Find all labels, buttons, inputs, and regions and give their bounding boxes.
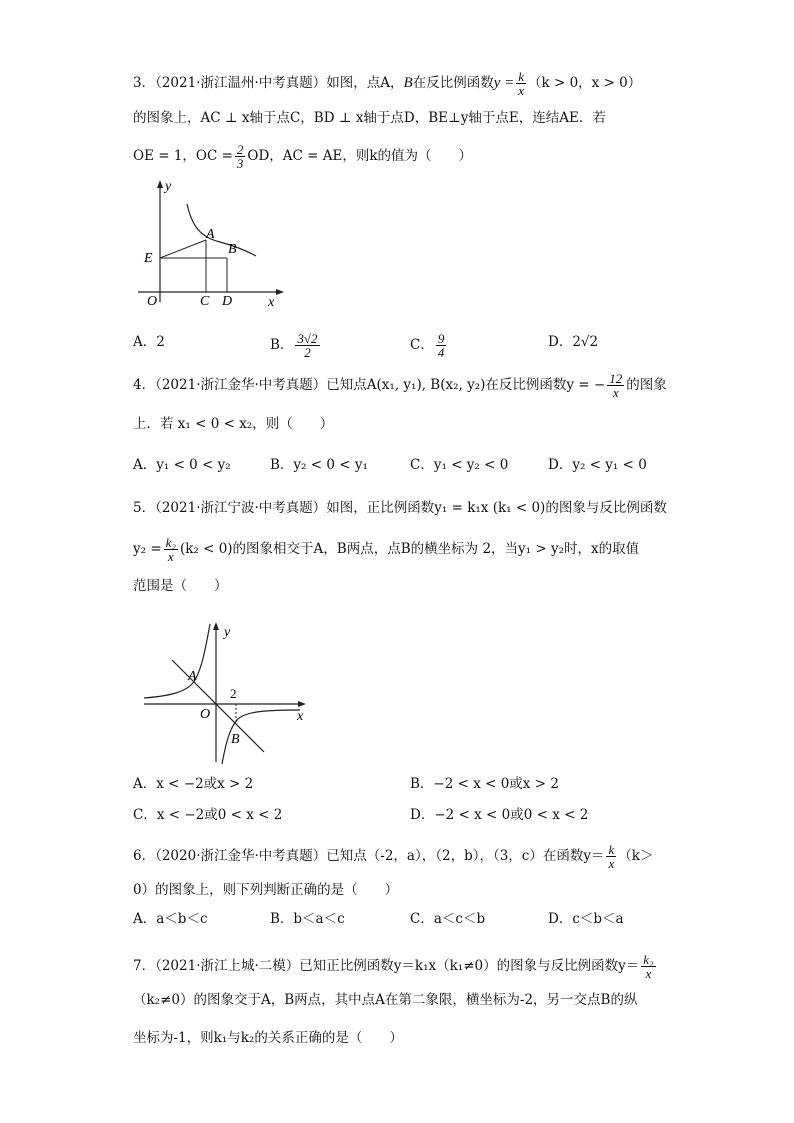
q7-line3: 坐标为-1，则k₁与k₂的关系正确的是（ ） <box>133 1030 403 1046</box>
q5-label-a: A <box>188 669 197 684</box>
q4-option-b: B．y₂ < 0 < y₁ <box>270 457 368 473</box>
q3-label-d: D <box>222 294 233 309</box>
q3-stem-start: 3．（2021·浙江温州·中考真题）如图，点A， <box>133 75 404 91</box>
q3-option-b-label: B． <box>270 337 294 353</box>
q4-option-a: A．y₁ < 0 < y₂ <box>133 457 231 473</box>
q5-y-arrow <box>213 622 219 630</box>
q6-frac <box>606 843 616 870</box>
q3-label-y: y <box>165 179 172 194</box>
q4-frac-den: x <box>612 385 619 400</box>
q3-frac-den: x <box>518 83 525 98</box>
q5-label-o: O <box>200 707 211 722</box>
q5-line3: 范围是（ ） <box>133 578 228 594</box>
q3-func-lhs: y = <box>493 75 515 91</box>
q4-line1 <box>133 372 667 399</box>
q3-figure <box>130 174 290 314</box>
q5-line2-end: (k₂ < 0)的图象相交于A，B两点，点B的横坐标为 2，当y₁ > y₂时，x的取值 <box>179 541 640 557</box>
q3-label-a: A <box>206 227 215 242</box>
q3-condition: （k > 0，x > 0） <box>528 75 642 91</box>
q4-frac-num: 12 <box>609 371 623 386</box>
q5-frac <box>164 536 178 563</box>
q7-line1 <box>133 953 658 980</box>
q3-stem-mid: 在反比例函数 <box>412 75 494 91</box>
q3-hyperbola <box>187 204 256 256</box>
q3-option-a: A．2 <box>133 334 165 350</box>
q3-option-c-den: 4 <box>437 345 445 360</box>
q3-frac-num: k <box>518 69 525 84</box>
q7-frac-den: x <box>645 966 652 981</box>
q4-stem-end: 的图象 <box>626 377 667 393</box>
q6-frac-den: x <box>608 856 615 871</box>
q4-frac <box>607 372 624 399</box>
q5-label-x: x <box>297 709 304 724</box>
q5-label-y: y <box>224 625 231 640</box>
q3-label-c: C <box>200 294 210 309</box>
q3-label-o: O <box>147 294 158 309</box>
q7-line2: （k₂≠0）的图象交于A，B两点，其中点A在第二象限，横坐标为-2，另一交点B的纵 <box>133 992 638 1008</box>
q5-x-arrow <box>298 701 306 707</box>
q6-frac-num: k <box>608 842 615 857</box>
q5-line1: 5．（2021·浙江宁波·中考真题）如图，正比例函数y₁ = k₁x (k₁ < 0)的图象与反比例函数 <box>133 500 667 516</box>
q4-line2: 上．若 x₁ < 0 < x₂，则（ ） <box>133 416 334 432</box>
q3-line3-start: OE = 1，OC = <box>133 148 233 164</box>
q6-stem-end: （k＞ <box>618 848 654 864</box>
q5-label-b: B <box>231 732 240 747</box>
q5-figure <box>140 614 315 766</box>
q6-option-a: A．a＜b＜c <box>133 911 208 927</box>
q3-option-d: D．2√2 <box>548 334 599 350</box>
q3-line2: 的图象上，AC ⊥ x轴于点C，BD ⊥ x轴于点D，BE⊥y轴于点E，连结AE．若 <box>133 110 606 126</box>
q4-option-c: C．y₁ < y₂ < 0 <box>410 457 509 473</box>
q5-line2 <box>133 536 639 563</box>
q3-option-c-frac <box>436 332 447 359</box>
q6-stem-start: 6．（2020·浙江金华·中考真题）已知点（-2，a），（2，b），（3，c）在函数y＝ <box>133 848 605 864</box>
q6-option-b: B．b＜a＜c <box>270 911 345 927</box>
q4-option-d: D．y₂ < y₁ < 0 <box>548 457 647 473</box>
q7-frac-num: k₂ <box>643 952 654 967</box>
q3-line3-end: OD，AC = AE，则k的值为（ ） <box>247 148 473 164</box>
q5-line-y1 <box>172 660 264 752</box>
q3-k-over-x <box>516 70 526 97</box>
q3-point-b: B <box>403 75 413 91</box>
q3-ratio-den: 3 <box>236 156 244 171</box>
q5-label-two: 2 <box>230 686 237 701</box>
q5-option-c: C．x < −2或0 < x < 2 <box>133 807 283 823</box>
q5-frac-num: k₂ <box>165 535 176 550</box>
q3-option-c-label: C． <box>410 337 434 353</box>
q5-frac-den: x <box>167 549 174 564</box>
q3-ratio-num: 2 <box>236 142 244 157</box>
q6-line2: 0）的图象上，则下列判断正确的是（ ） <box>133 882 399 898</box>
q5-line2-start: y₂ = <box>133 541 162 557</box>
q3-label-e: E <box>144 251 153 266</box>
q5-hyperbola-left <box>144 624 210 698</box>
q6-option-d: D．c＜b＜a <box>548 911 624 927</box>
q5-option-b: B．−2 < x < 0或x > 2 <box>410 776 559 792</box>
q7-stem-start: 7．（2021·浙江上城·二模）已知正比例函数y＝k₁x（k₁≠0）的图象与反比例函数y＝ <box>133 958 640 974</box>
q3-two-thirds <box>235 143 246 170</box>
q6-option-c: C．a＜c＜b <box>410 911 486 927</box>
q6-line1 <box>133 843 653 870</box>
q3-option-c-num: 9 <box>437 331 445 346</box>
q3-line3 <box>133 143 472 170</box>
q5-option-d: D．−2 < x < 0或0 < x < 2 <box>410 807 589 823</box>
q3-option-b-den: 2 <box>304 345 311 360</box>
q5-option-a: A．x < −2或x > 2 <box>133 776 254 792</box>
q3-label-b: B <box>228 242 237 257</box>
q3-y-arrow <box>157 180 163 188</box>
q3-option-b-num: 3√2 <box>297 331 318 346</box>
q3-x-arrow <box>276 289 284 295</box>
q3-line-ea <box>160 240 206 258</box>
q3-label-x: x <box>268 295 275 310</box>
q3-line1 <box>133 70 641 97</box>
q3-option-b-frac <box>295 332 319 359</box>
q4-stem-start: 4．（2021·浙江金华·中考真题）已知点A(x₁, y₁), B(x₂, y₂)在反比例函数y = − <box>133 377 606 393</box>
q7-frac <box>641 953 655 980</box>
q3-option-b <box>270 332 322 359</box>
q3-option-c <box>410 332 448 359</box>
